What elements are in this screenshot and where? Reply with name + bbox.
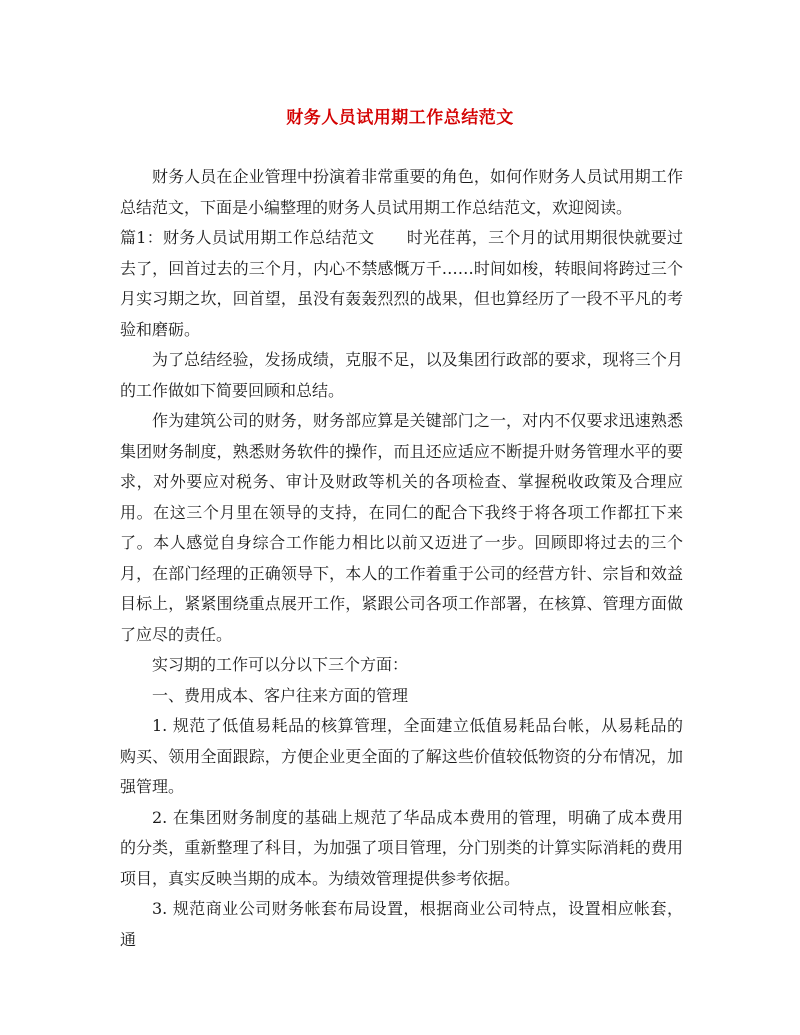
- list-item-3: 3. 规范商业公司财务帐套布局设置，根据商业公司特点，设置相应帐套，通: [120, 899, 683, 949]
- list-item-1: 1. 规范了低值易耗品的核算管理，全面建立低值易耗品台帐，从易耗品的购买、领用全面跟踪，方便企业更全面的了解这些价值较低物资的分布情况，加强管理。: [120, 716, 683, 796]
- paragraph-summary-purpose: 为了总结经验，发扬成绩，克服不足，以及集团行政部的要求，现将三个月的工作做如下简要回顾和总结。: [120, 350, 683, 400]
- document-title: 财务人员试用期工作总结范文: [286, 108, 514, 128]
- paragraph-section-1: 篇1：财务人员试用期工作总结范文 时光荏苒，三个月的试用期很快就要过去了，回首过去的三个月，内心不禁感慨万千……时间如梭，转眼间将跨过三个月实习期之坎，回首望，虽没有轰轰烈烈的战果，但也算经历了一段不平凡的考验和磨砺。: [120, 228, 683, 339]
- heading-cost-management: 一、费用成本、客户往来方面的管理: [152, 685, 409, 705]
- paragraph-role-description: 作为建筑公司的财务，财务部应算是关键部门之一，对内不仅要求迅速熟悉集团财务制度，熟悉财务软件的操作，而且还应适应不断提升财务管理水平的要求，对外要应对税务、审计及财政等机关的各项检查、掌握税收政策及合理应用。在这三个月里在领导的支持，在同仁的配合下我终于将各项工作都扛下来了。本人感觉自身综合工作能力相比以前又迈进了一步。回顾即将过去的三个月，在部门经理的正确领导下，本人的工作着重于公司的经营方针、宗旨和效益目标上，紧紧围绕重点展开工作，紧跟公司各项工作部署，在核算、管理方面做了应尽的责任。: [120, 411, 683, 644]
- document-body: [120, 162, 683, 955]
- list-item-2: 2. 在集团财务制度的基础上规范了华品成本费用的管理，明确了成本费用的分类，重新整理了科目，为加强了项目管理，分门别类的计算实际消耗的费用项目，真实反映当期的成本。为绩效管理提供参考依据。: [120, 807, 683, 888]
- paragraph-intro: 财务人员在企业管理中扮演着非常重要的角色，如何作财务人员试用期工作总结范文，下面是小编整理的财务人员试用期工作总结范文，欢迎阅读。: [120, 167, 683, 217]
- paragraph-work-aspects: 实习期的工作可以分以下三个方面：: [152, 655, 409, 674]
